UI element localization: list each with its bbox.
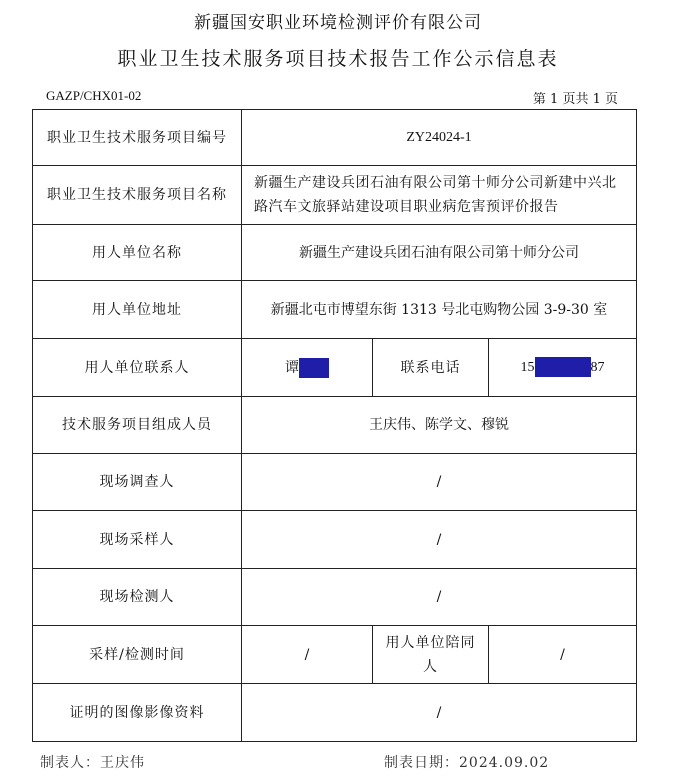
contact-label: 用人单位联系人 bbox=[33, 339, 242, 397]
table-row bbox=[33, 684, 637, 742]
redaction-block bbox=[299, 358, 329, 378]
table-row bbox=[33, 110, 637, 166]
survey-label: 现场调查人 bbox=[33, 454, 242, 511]
table-row bbox=[33, 626, 637, 684]
project-name-label: 职业卫生技术服务项目名称 bbox=[33, 166, 242, 225]
table-date: 制表日期：2024.09.02 bbox=[384, 755, 550, 771]
sampling-label: 现场采样人 bbox=[33, 511, 242, 569]
table-row bbox=[33, 511, 637, 569]
document-code: GAZP/CHX01-02 bbox=[46, 88, 142, 103]
contact-name bbox=[242, 339, 373, 397]
table-row bbox=[33, 397, 637, 454]
testing-label: 现场检测人 bbox=[33, 569, 242, 626]
page-info: 第 1 页共 1 页 bbox=[532, 92, 618, 107]
table-row bbox=[33, 339, 637, 397]
table-row bbox=[33, 225, 637, 281]
table-row bbox=[33, 569, 637, 626]
companion-value: / bbox=[489, 626, 637, 684]
redaction-block bbox=[535, 357, 591, 377]
address-label: 用人单位地址 bbox=[33, 281, 242, 339]
project-name-value: 新疆生产建设兵团石油有限公司第十师分公司新建中兴北路汽车文旅驿站建设项目职业病危害预评价报告 bbox=[242, 166, 637, 225]
company-name: 新疆国安职业环境检测评价有限公司 bbox=[194, 13, 482, 33]
table-row bbox=[33, 281, 637, 339]
contact-name-prefix: 谭 bbox=[285, 359, 299, 376]
time-value: / bbox=[242, 626, 373, 684]
phone-suffix: 87 bbox=[590, 359, 605, 375]
survey-value: / bbox=[242, 454, 637, 511]
project-no-value: ZY24024-1 bbox=[242, 110, 637, 166]
members-value: 王庆伟、陈学文、穆锐 bbox=[242, 397, 637, 454]
images-value: / bbox=[242, 684, 637, 742]
time-label: 采样/检测时间 bbox=[33, 626, 242, 684]
project-no-label: 职业卫生技术服务项目编号 bbox=[33, 110, 242, 166]
testing-value: / bbox=[242, 569, 637, 626]
table-row bbox=[33, 166, 637, 225]
members-label: 技术服务项目组成人员 bbox=[33, 397, 242, 454]
table-maker: 制表人：王庆伟 bbox=[40, 755, 145, 771]
table-row bbox=[33, 454, 637, 511]
companion-label: 用人单位陪同人 bbox=[373, 626, 489, 684]
employer-value: 新疆生产建设兵团石油有限公司第十师分公司 bbox=[242, 225, 637, 281]
phone-value bbox=[489, 339, 637, 397]
address-value: 新疆北屯市博望东街 1313 号北屯购物公园 3-9-30 室 bbox=[242, 281, 637, 339]
employer-label: 用人单位名称 bbox=[33, 225, 242, 281]
document-title: 职业卫生技术服务项目技术报告工作公示信息表 bbox=[117, 48, 559, 70]
phone-label: 联系电话 bbox=[373, 339, 489, 397]
info-table bbox=[32, 109, 637, 742]
phone-prefix: 15 bbox=[520, 359, 535, 375]
sampling-value: / bbox=[242, 511, 637, 569]
images-label: 证明的图像影像资料 bbox=[33, 684, 242, 742]
